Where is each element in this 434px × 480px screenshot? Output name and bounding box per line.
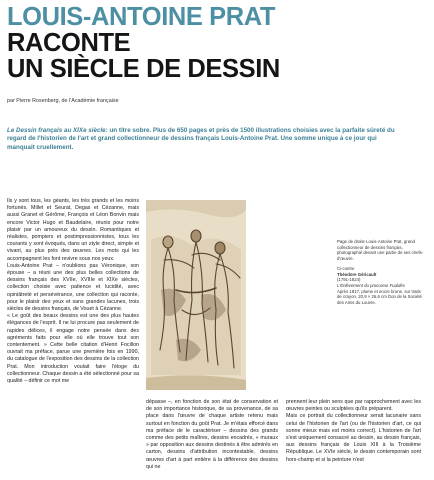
column2-paragraph: dépasse –, en fonction de son état de conservation et de son importance historique, de sa provenance, de sa place dans l'œuvre de chaque artiste retenu mais surtout en fonction du goût Prat. Je m'étais efforcé dans ma préface de le caractériser – dessins des grands comme des petits maîtres, dessins encadrés, « muraux » par opposition aux dessins destinés à être admirés en carton, dessins d'attribution incontestable, dessins œuvres d'art à part entière à la différence des dessins qui ne [146,399,278,470]
column1-paragraph: Louis-Antoine Prat – n'oublions pas Véronique, son épouse – a réuni une des plus belles collections de dessins français des XVIIe, XVIIIe et XIXe siècles, collection choisie avec patience et lucidité, avec opiniâtreté et persévérance, une collection qui raconte, pour le plaisir des yeux et sans grandes lacunes, trois siècles de dessins français, de Vouet à Cézanne. [7,262,139,313]
article-column-1 [7,198,139,480]
intro-lead-title: Le Dessin français au XIXe siècle [7,127,106,134]
article-column-3 [286,399,421,480]
title-line-1: LOUIS-ANTOINE PRAT [7,3,276,31]
byline: par Pierre Rosenberg, de l'Académie française [7,98,119,104]
caption-dates: (1791-1824) [337,277,361,283]
caption-artwork-details: Après 1817, plume et encre brune, sur traits de crayon, 20,9 × 26,6 cm Don de la Société des Amis du Louvre. [337,288,422,306]
title-line-3: UN SIÈCLE DE DESSIN [7,55,280,83]
column3-paragraph: prennent leur plein sens que par rapprochement avec les œuvres peintes ou sculptées qu'ils préparent. [286,399,421,413]
caption-artwork-title: L'Enlèvement du procureur Fualdès [337,282,405,288]
column3-paragraph: Mais ce portrait du collectionneur serait lacunaire sans celui de l'historien de l'art (ou de l'historien d'art, ce qui sonne mieux mais est moins correct). L'historien de l'art s'est uniquement consacré au dessin, au dessin français, aux dessins français de Louis XIII à la Troisième République. Le XVIe siècle, le dessin contemporain sont hors-champ et si la peinture n'est [286,413,421,463]
title-block [7,4,427,82]
title-line-2: RACONTE [7,29,131,57]
caption-intro: Ci-contre [337,265,355,271]
caption-artwork-description [337,266,424,306]
caption-photo-description: Page de droite Louis-Antoine Prat, grand collectionneur de dessins français, photographié devant une partie de ses chefs-d'œuvre. [337,239,424,262]
column1-paragraph: Ils y sont tous, les géants, les très grands et les moins fortunés. Millet et Seurat, Degas et Cézanne, mais aussi Granet et Gérôme, François et Léon Bonvin mais encore Victor Hugo et Baudelaire, réunis pour notre plaisir par un amoureux du dessin. Romantiques et réalistes, pompiers et postimpressionnistes, tous les courants y sont évoqués, dans un style direct, simple et vivant, au plus près des œuvres. Les mots qui les accompagnent les font revivre sous nos yeux. [7,198,139,262]
drawing-illustration [146,200,246,390]
image-caption [337,239,424,310]
intro-paragraph [7,127,399,152]
column1-paragraph: « Le goût des beaux dessins est une des plus hautes élégances de l'esprit. Il ne lui procure pas seulement de rapides délices, il engage notre pensée dans des agréments faits pour elle où elle trouve tout son contentement. » Cette belle citation d'Henri Focillon ouvrait ma préface, parue une première fois en 1990, du catalogue de l'exposition des dessins de la collection Prat. Mon introduction voulait faire l'éloge du collectionneur. Chaque dessin a été sélectionné pour sa qualité – définir ce mot me [7,313,139,385]
caption-artist: Théodore Géricault [337,271,377,277]
article-column-2 [146,399,278,480]
gericault-drawing-image [146,200,246,390]
intro-text: : un titre sobre. Plus de 650 pages et près de 1500 illustrations choisies avec la parfaite sûreté du regard de l'historien de l'art et grand collectionneur de dessins français Louis-Antoine Prat. Une somme unique à ce jour qui manquait cruellement. [7,127,395,151]
